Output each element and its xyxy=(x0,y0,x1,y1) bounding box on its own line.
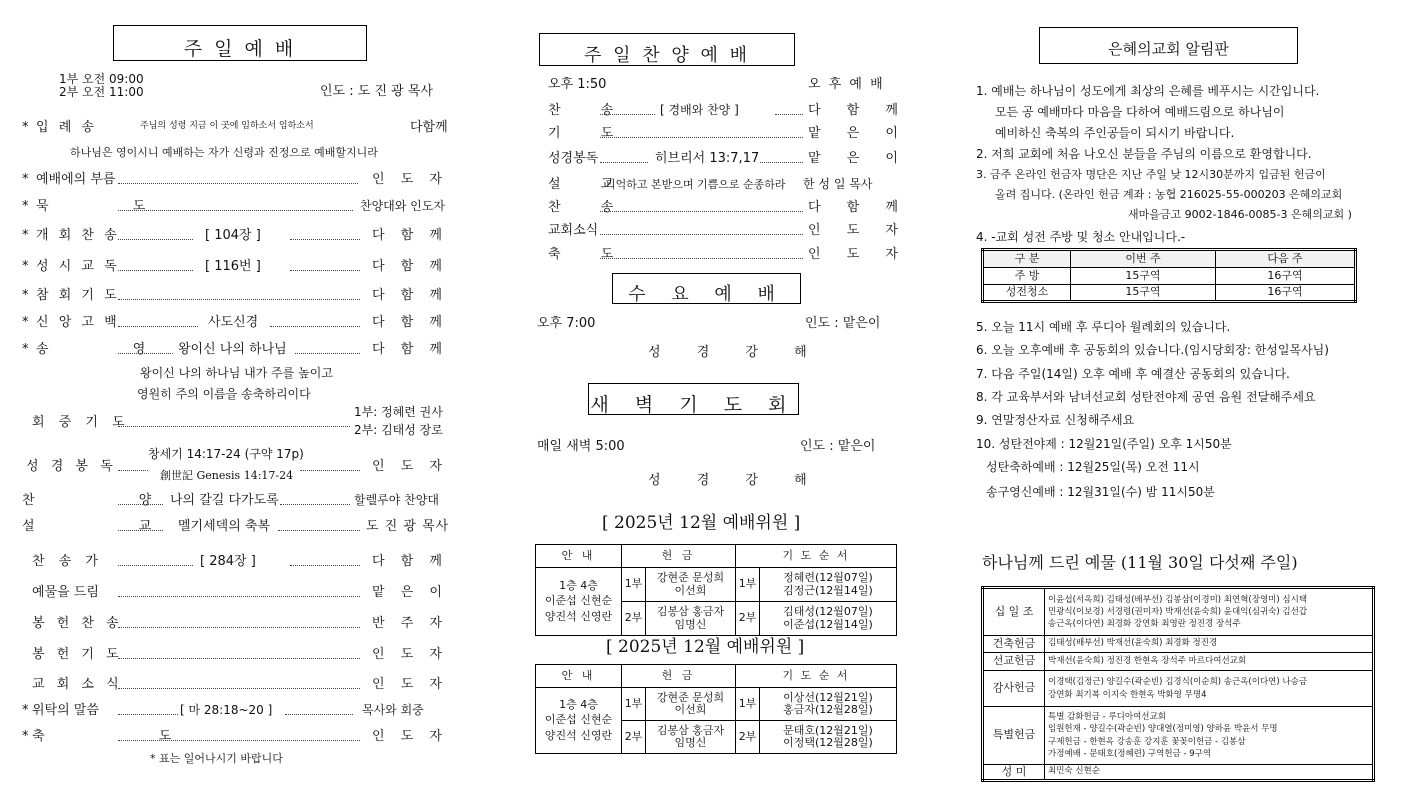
clean-cell: 성전청소 xyxy=(983,285,1071,302)
offering-cat: 선교헌금 xyxy=(983,653,1045,671)
dawn-title-text: 새 벽 기 도 회 xyxy=(590,394,797,416)
name-line: 김정근(12월14일) xyxy=(783,583,873,597)
service-time-2: 2부 오전 11:00 xyxy=(59,85,144,99)
notice-line: 5. 오늘 11시 예배 후 루디아 월례회의 있습니다. xyxy=(976,320,1231,334)
order-right: 찬양대와 인도자 xyxy=(360,199,445,213)
dotted-leader xyxy=(118,270,193,271)
dotted-leader xyxy=(290,270,360,271)
part-cell: 2부 xyxy=(736,721,760,754)
item-mark: * xyxy=(22,703,29,718)
dotted-leader xyxy=(290,239,360,240)
offering-names xyxy=(1045,588,1374,636)
prayer-1: 1부: 정혜련 권사 xyxy=(354,405,443,419)
order-right: 인 도 자 xyxy=(372,172,448,187)
order-name: 참 회 기 도 xyxy=(36,288,120,303)
col-header: 구 분 xyxy=(983,250,1071,268)
name-line: 문태호(12월21일) xyxy=(783,723,873,737)
order-name: 봉 헌 기 도 xyxy=(32,647,123,662)
item-mark: * xyxy=(22,342,29,357)
notice-line: 성탄축하예배 : 12월25일(목) 오전 11시 xyxy=(986,460,1200,474)
cleaning-table xyxy=(981,248,1357,303)
offering-names xyxy=(1045,707,1374,765)
dawn-title xyxy=(588,383,799,415)
offering-line: 강연화 최기복 이지숙 한현옥 박화영 무명4 xyxy=(1048,689,1207,700)
dotted-leader xyxy=(118,353,173,354)
dawn-content: 성 경 강 해 xyxy=(648,473,823,488)
notice-line: 송구영신예배 : 12월31일(수) 밤 11시50분 xyxy=(986,485,1215,499)
pm-order-right: 인 도 자 xyxy=(808,223,909,238)
order-mid: [ 마 28:18~20 ] xyxy=(180,703,273,717)
offering-names xyxy=(646,721,736,754)
name-line: 임명신 xyxy=(674,617,707,631)
order-name: 입 례 송 xyxy=(36,120,97,135)
col-header: 헌 금 xyxy=(622,545,736,568)
order-mid: 왕이신 나의 하나님 xyxy=(178,342,287,357)
offering-line: 송근옥(이다연) 최경화 강연화 최영란 정진경 장석주 xyxy=(1048,619,1241,630)
pm-order-right: 다 함 께 xyxy=(808,200,909,215)
notice-line: 6. 오늘 오후예배 후 공동회의 있습니다.(임시당회장: 한성일목사님) xyxy=(976,343,1329,357)
dotted-leader xyxy=(775,114,803,115)
dotted-leader xyxy=(118,426,350,427)
name-line: 정혜련(12월07일) xyxy=(783,571,873,585)
offering-cat: 건축헌금 xyxy=(983,636,1045,653)
committee-table-2 xyxy=(535,664,897,754)
pm-order-right: 맡 은 이 xyxy=(808,126,909,141)
offering-line: 구제헌금 - 한현옥 강송훈 강지훈 꽃꽂이헌금 - 김봉삼 xyxy=(1048,736,1246,747)
dotted-leader xyxy=(118,740,360,741)
offering-cat: 감사헌금 xyxy=(983,671,1045,707)
item-mark: * xyxy=(22,288,29,303)
order-right: 다함께 xyxy=(410,120,448,135)
pm-order-name: 성경봉독 xyxy=(548,151,599,166)
order-name: 찬 송 가 xyxy=(32,554,103,569)
afternoon-service-title-text: 주 일 찬 양 예 배 xyxy=(584,45,750,66)
item-mark: * xyxy=(22,315,29,330)
dotted-leader xyxy=(278,530,360,531)
order-right: 인 도 자 xyxy=(372,729,448,744)
dotted-leader xyxy=(118,658,360,659)
order-right: 다 함 께 xyxy=(372,342,448,357)
guide-line: 양진석 신영란 xyxy=(544,609,613,623)
offering-line: 김태성(배부선) 박재선(윤숙희) 최경화 정진경 xyxy=(1048,638,1218,649)
order-right: 반 주 자 xyxy=(372,616,448,631)
name-line: 이상선(12월21일) xyxy=(783,690,873,704)
notice-line: 10. 성탄전야제 : 12월21일(주일) 오후 1시50분 xyxy=(976,437,1232,451)
prayer-names xyxy=(760,721,897,754)
part-cell: 1부 xyxy=(736,568,760,602)
wednesday-time: 오후 7:00 xyxy=(537,316,596,331)
pm-order-right: 한 성 일 목사 xyxy=(803,177,873,191)
dotted-leader xyxy=(600,137,803,138)
wednesday-content: 성 경 강 해 xyxy=(648,345,823,360)
notice-line: 4. -교회 성전 주방 및 청소 안내입니다.- xyxy=(976,230,1186,244)
order-right: 맡 은 이 xyxy=(372,585,448,600)
notice-line: 2. 저희 교회에 처음 나오신 분들을 주님의 이름으로 환영합니다. xyxy=(976,147,1312,161)
order-right: 다 함 께 xyxy=(372,228,448,243)
pm-order-mid: 히브리서 13:7,17 xyxy=(655,151,760,166)
committee-title-1: [ 2025년 12월 예배위원 ] xyxy=(602,513,801,533)
order-name: 위탁의 말씀 xyxy=(32,703,99,718)
item-mark: * xyxy=(22,199,29,214)
order-mid: 사도신경 xyxy=(208,315,259,330)
order-name: 묵 도 xyxy=(36,199,186,214)
dotted-leader xyxy=(118,688,360,689)
dotted-leader xyxy=(118,299,360,300)
item-mark: * xyxy=(22,259,29,274)
call-verse: 하나님은 영이시니 예배하는 자가 신령과 진정으로 예배할지니라 xyxy=(70,146,378,159)
reading-ref: 창세기 14:17-24 (구약 17p) xyxy=(148,447,304,461)
dotted-leader xyxy=(600,162,648,163)
offering-line: 특별 감화헌금 - 루디아여선교회 xyxy=(1048,711,1166,722)
notice-line: 8. 각 교육부서와 남녀선교회 성탄전야제 공연 음원 전달해주세요 xyxy=(976,390,1316,404)
order-name: 회 중 기 도 xyxy=(32,415,130,430)
pm-order-name: 찬 송 xyxy=(548,200,632,215)
name-line: 강현준 문성희 xyxy=(656,571,725,585)
order-right: 인 도 자 xyxy=(372,647,448,662)
offering-line: 최민숙 신현순 xyxy=(1048,766,1100,777)
name-line: 이선희 xyxy=(674,583,707,597)
order-name: 교 회 소 식 xyxy=(32,677,123,692)
item-mark: * xyxy=(22,120,29,135)
guide-line: 1층 4층 xyxy=(559,698,598,712)
dawn-leader: 인도 : 맡은이 xyxy=(800,439,876,454)
order-name: 예물을 드림 xyxy=(32,585,99,600)
order-name: 송 영 xyxy=(36,342,186,357)
offering-names xyxy=(1045,636,1374,653)
afternoon-kind: 오 후 예 배 xyxy=(808,77,885,92)
prayer-names xyxy=(760,602,897,636)
dotted-leader xyxy=(285,714,353,715)
order-name: 개 회 찬 송 xyxy=(36,228,120,243)
item-mark: * xyxy=(22,172,29,187)
item-mark: * xyxy=(22,228,29,243)
clean-cell: 15구역 xyxy=(1071,268,1216,285)
order-right: 할렐루야 찬양대 xyxy=(354,493,439,507)
main-leader: 인도 : 도 진 광 목사 xyxy=(320,84,433,99)
afternoon-service-title xyxy=(539,33,795,66)
dotted-leader xyxy=(270,326,360,327)
order-name: 찬 양 xyxy=(22,493,202,508)
wednesday-title-text: 수 요 예 배 xyxy=(628,284,785,305)
notice-line: 9. 연말정산자료 신청해주세요 xyxy=(976,413,1135,427)
notice-line: 1. 예배는 하나님이 성도에게 최상의 은혜를 베푸시는 시간입니다. xyxy=(976,84,1320,98)
dotted-leader xyxy=(118,326,198,327)
pm-order-name: 설 교 xyxy=(548,177,632,192)
dotted-leader xyxy=(280,504,350,505)
order-name: 설 교 xyxy=(22,519,202,534)
offering-names xyxy=(1045,765,1374,781)
dotted-leader xyxy=(118,530,163,531)
afternoon-time: 오후 1:50 xyxy=(548,77,607,92)
dotted-leader xyxy=(118,714,178,715)
order-right: 도 진 광 목사 xyxy=(366,519,450,534)
dotted-leader xyxy=(118,504,163,505)
part-cell: 2부 xyxy=(622,602,646,636)
offering-names xyxy=(1045,653,1374,671)
part-cell: 1부 xyxy=(622,688,646,721)
guide-line: 양진석 신영란 xyxy=(544,728,613,742)
part-cell: 2부 xyxy=(736,602,760,636)
standing-footnote: * 표는 일어나시기 바랍니다 xyxy=(150,752,283,765)
name-line: 강현준 문성희 xyxy=(656,690,725,704)
order-right: 목사와 회중 xyxy=(362,703,424,717)
clean-cell: 16구역 xyxy=(1216,285,1356,302)
offering-table xyxy=(981,586,1375,782)
order-mid: [ 116번 ] xyxy=(205,259,261,274)
col-header: 안 내 xyxy=(536,545,622,568)
offering-line: 민광식(이보경) 서경령(권미자) 박재선(윤숙희) 윤대익(심귀숙) 김선갑 xyxy=(1048,606,1308,617)
order-right: 인 도 자 xyxy=(372,677,448,692)
dotted-leader xyxy=(295,353,360,354)
notice-line: 새마을금고 9002-1846-0085-3 은혜의교회 ) xyxy=(1128,208,1352,221)
clean-cell: 주 방 xyxy=(983,268,1071,285)
name-line: 김봉삼 홍금자 xyxy=(656,605,725,619)
part-cell: 1부 xyxy=(736,688,760,721)
clean-cell: 15구역 xyxy=(1071,285,1216,302)
dotted-leader xyxy=(118,470,148,471)
offering-cat: 십 일 조 xyxy=(983,588,1045,636)
order-name: 성 시 교 독 xyxy=(36,259,120,274)
pm-order-name: 기 도 xyxy=(548,126,632,141)
notice-line: 7. 다음 주일(14일) 오후 예배 후 예결산 공동회의 있습니다. xyxy=(976,367,1290,381)
prayer-names xyxy=(760,688,897,721)
pm-order-name: 교회소식 xyxy=(548,223,599,238)
col-header: 다음 주 xyxy=(1216,250,1356,268)
offering-line: 이윤섭(서옥희) 김태성(배부선) 김봉삼(이경미) 최연혁(장영미) 심시택 xyxy=(1048,594,1308,605)
order-right: 인 도 자 xyxy=(372,459,448,474)
dotted-leader xyxy=(118,627,360,628)
prayer-names xyxy=(760,568,897,602)
prayer-2: 2부: 김태성 장로 xyxy=(354,423,443,437)
order-right: 다 함 께 xyxy=(372,288,448,303)
main-service-title xyxy=(113,25,367,61)
main-service-title-text: 주 일 예 배 xyxy=(183,38,297,60)
offering-cat: 특별헌금 xyxy=(983,707,1045,765)
order-right: 다 함 께 xyxy=(372,315,448,330)
dotted-leader xyxy=(600,258,803,259)
order-name: 축 도 xyxy=(32,729,227,744)
dotted-leader xyxy=(118,239,193,240)
part-cell: 2부 xyxy=(622,721,646,754)
order-name: 예배에의 부름 xyxy=(36,172,116,187)
dotted-leader xyxy=(118,183,358,184)
offering-line: 임원헌재 - 양길수(곽순빈) 양대열(정미영) 양하윤 박윤서 무명 xyxy=(1048,724,1278,735)
order-mid: [ 284장 ] xyxy=(200,554,256,569)
service-time-1: 1부 오전 09:00 xyxy=(59,72,144,86)
order-name: 봉 헌 찬 송 xyxy=(32,616,123,631)
dotted-leader xyxy=(600,114,655,115)
item-mark: * xyxy=(22,729,29,744)
offering-line: 가정예배 - 문태호(정혜련) 구역헌금 - 9구역 xyxy=(1048,748,1212,759)
song-line-1: 왕이신 나의 하나님 내가 주를 높이고 xyxy=(140,366,333,380)
dawn-time: 매일 새벽 5:00 xyxy=(537,439,625,454)
order-right: 다 함 께 xyxy=(372,259,448,274)
name-line: 임명신 xyxy=(674,736,707,749)
pm-order-name: 축 도 xyxy=(548,247,632,262)
reading-ref-hanja: 創世記 Genesis 14:17-24 xyxy=(160,469,294,482)
offering-line: 이경택(김정근) 양길수(곽순빈) 김경식(이순희) 송근옥(이다연) 나승금 xyxy=(1048,677,1308,688)
dotted-leader xyxy=(290,565,360,566)
order-name: 성 경 봉 독 xyxy=(26,459,117,474)
guide-line: 이준섭 신현순 xyxy=(544,713,613,727)
dotted-leader xyxy=(118,210,353,211)
order-right: 다 함 께 xyxy=(372,554,448,569)
col-header: 헌 금 xyxy=(622,665,736,688)
notice-line: 올려 집니다. (온라인 헌금 계좌 : 농협 216025-55-000203 은혜의교회 xyxy=(995,188,1343,201)
name-line: 이선희 xyxy=(674,703,707,716)
wednesday-title xyxy=(612,273,801,304)
guide-line: 1층 4층 xyxy=(559,579,598,593)
offering-names xyxy=(646,568,736,602)
guide-cell xyxy=(536,688,622,754)
pm-order-mid: 기억하고 본받으며 기쁨으로 순종하라 xyxy=(605,178,786,191)
committee-table-1 xyxy=(535,544,897,636)
pm-order-right: 다 함 께 xyxy=(808,103,909,118)
notice-line: 예비하신 축복의 주인공들이 되시기 바랍니다. xyxy=(995,126,1235,140)
notice-board-title xyxy=(1039,27,1298,64)
wednesday-leader: 인도 : 맡은이 xyxy=(805,316,881,331)
name-line: 이정택(12월28일) xyxy=(783,736,873,749)
guide-line: 이준섭 신현순 xyxy=(544,594,613,608)
col-header: 기 도 순 서 xyxy=(736,665,897,688)
notice-line: 3. 금주 온라인 헌금자 명단은 지난 주일 낮 12시30분까지 입금된 헌금이 xyxy=(976,168,1326,181)
order-mid: [ 104장 ] xyxy=(205,228,261,243)
offering-names xyxy=(646,602,736,636)
dotted-leader xyxy=(760,162,803,163)
dotted-leader xyxy=(300,470,360,471)
pm-order-right: 인 도 자 xyxy=(808,247,909,262)
dotted-leader xyxy=(118,565,193,566)
part-cell: 1부 xyxy=(622,568,646,602)
committee-title-2: [ 2025년 12월 예배위원 ] xyxy=(606,637,805,657)
name-line: 이준섭(12월14일) xyxy=(783,617,873,631)
offering-cat: 성 미 xyxy=(983,765,1045,781)
name-line: 김태성(12월07일) xyxy=(783,605,873,619)
pm-order-name: 찬 송 xyxy=(548,103,632,118)
order-mid: 나의 갈길 다가도록 xyxy=(170,493,279,508)
order-name: 신 앙 고 백 xyxy=(36,315,120,330)
dotted-leader xyxy=(118,596,360,597)
pm-order-right: 맡 은 이 xyxy=(808,151,909,166)
order-mid: 멜기세덱의 축복 xyxy=(178,519,271,534)
offering-names xyxy=(1045,671,1374,707)
pm-order-mid: [ 경배와 찬양 ] xyxy=(660,103,739,117)
order-detail: 주님의 성령 지금 이 곳에 임하소서 임하소서 xyxy=(140,121,314,131)
offering-line: 박재선(윤숙희) 정진경 한현옥 장석주 마르다여선교회 xyxy=(1048,655,1247,666)
dotted-leader xyxy=(600,211,803,212)
col-header: 이번 주 xyxy=(1071,250,1216,268)
name-line: 김봉삼 홍금자 xyxy=(656,723,725,737)
col-header: 안 내 xyxy=(536,665,622,688)
offering-names xyxy=(646,688,736,721)
guide-cell xyxy=(536,568,622,636)
clean-cell: 16구역 xyxy=(1216,268,1356,285)
name-line: 홍금자(12월28일) xyxy=(783,703,873,716)
notice-line: 모든 공 예배마다 마음을 다하여 예배드림으로 하나님이 xyxy=(995,105,1285,119)
notice-board-title-text: 은혜의교회 알림판 xyxy=(1108,40,1229,58)
song-line-2: 영원히 주의 이름을 송축하리이다 xyxy=(137,387,311,401)
col-header: 기 도 순 서 xyxy=(736,545,897,568)
offering-title: 하나님께 드린 예물 (11월 30일 다섯째 주일) xyxy=(982,553,1298,572)
dotted-leader xyxy=(600,234,803,235)
